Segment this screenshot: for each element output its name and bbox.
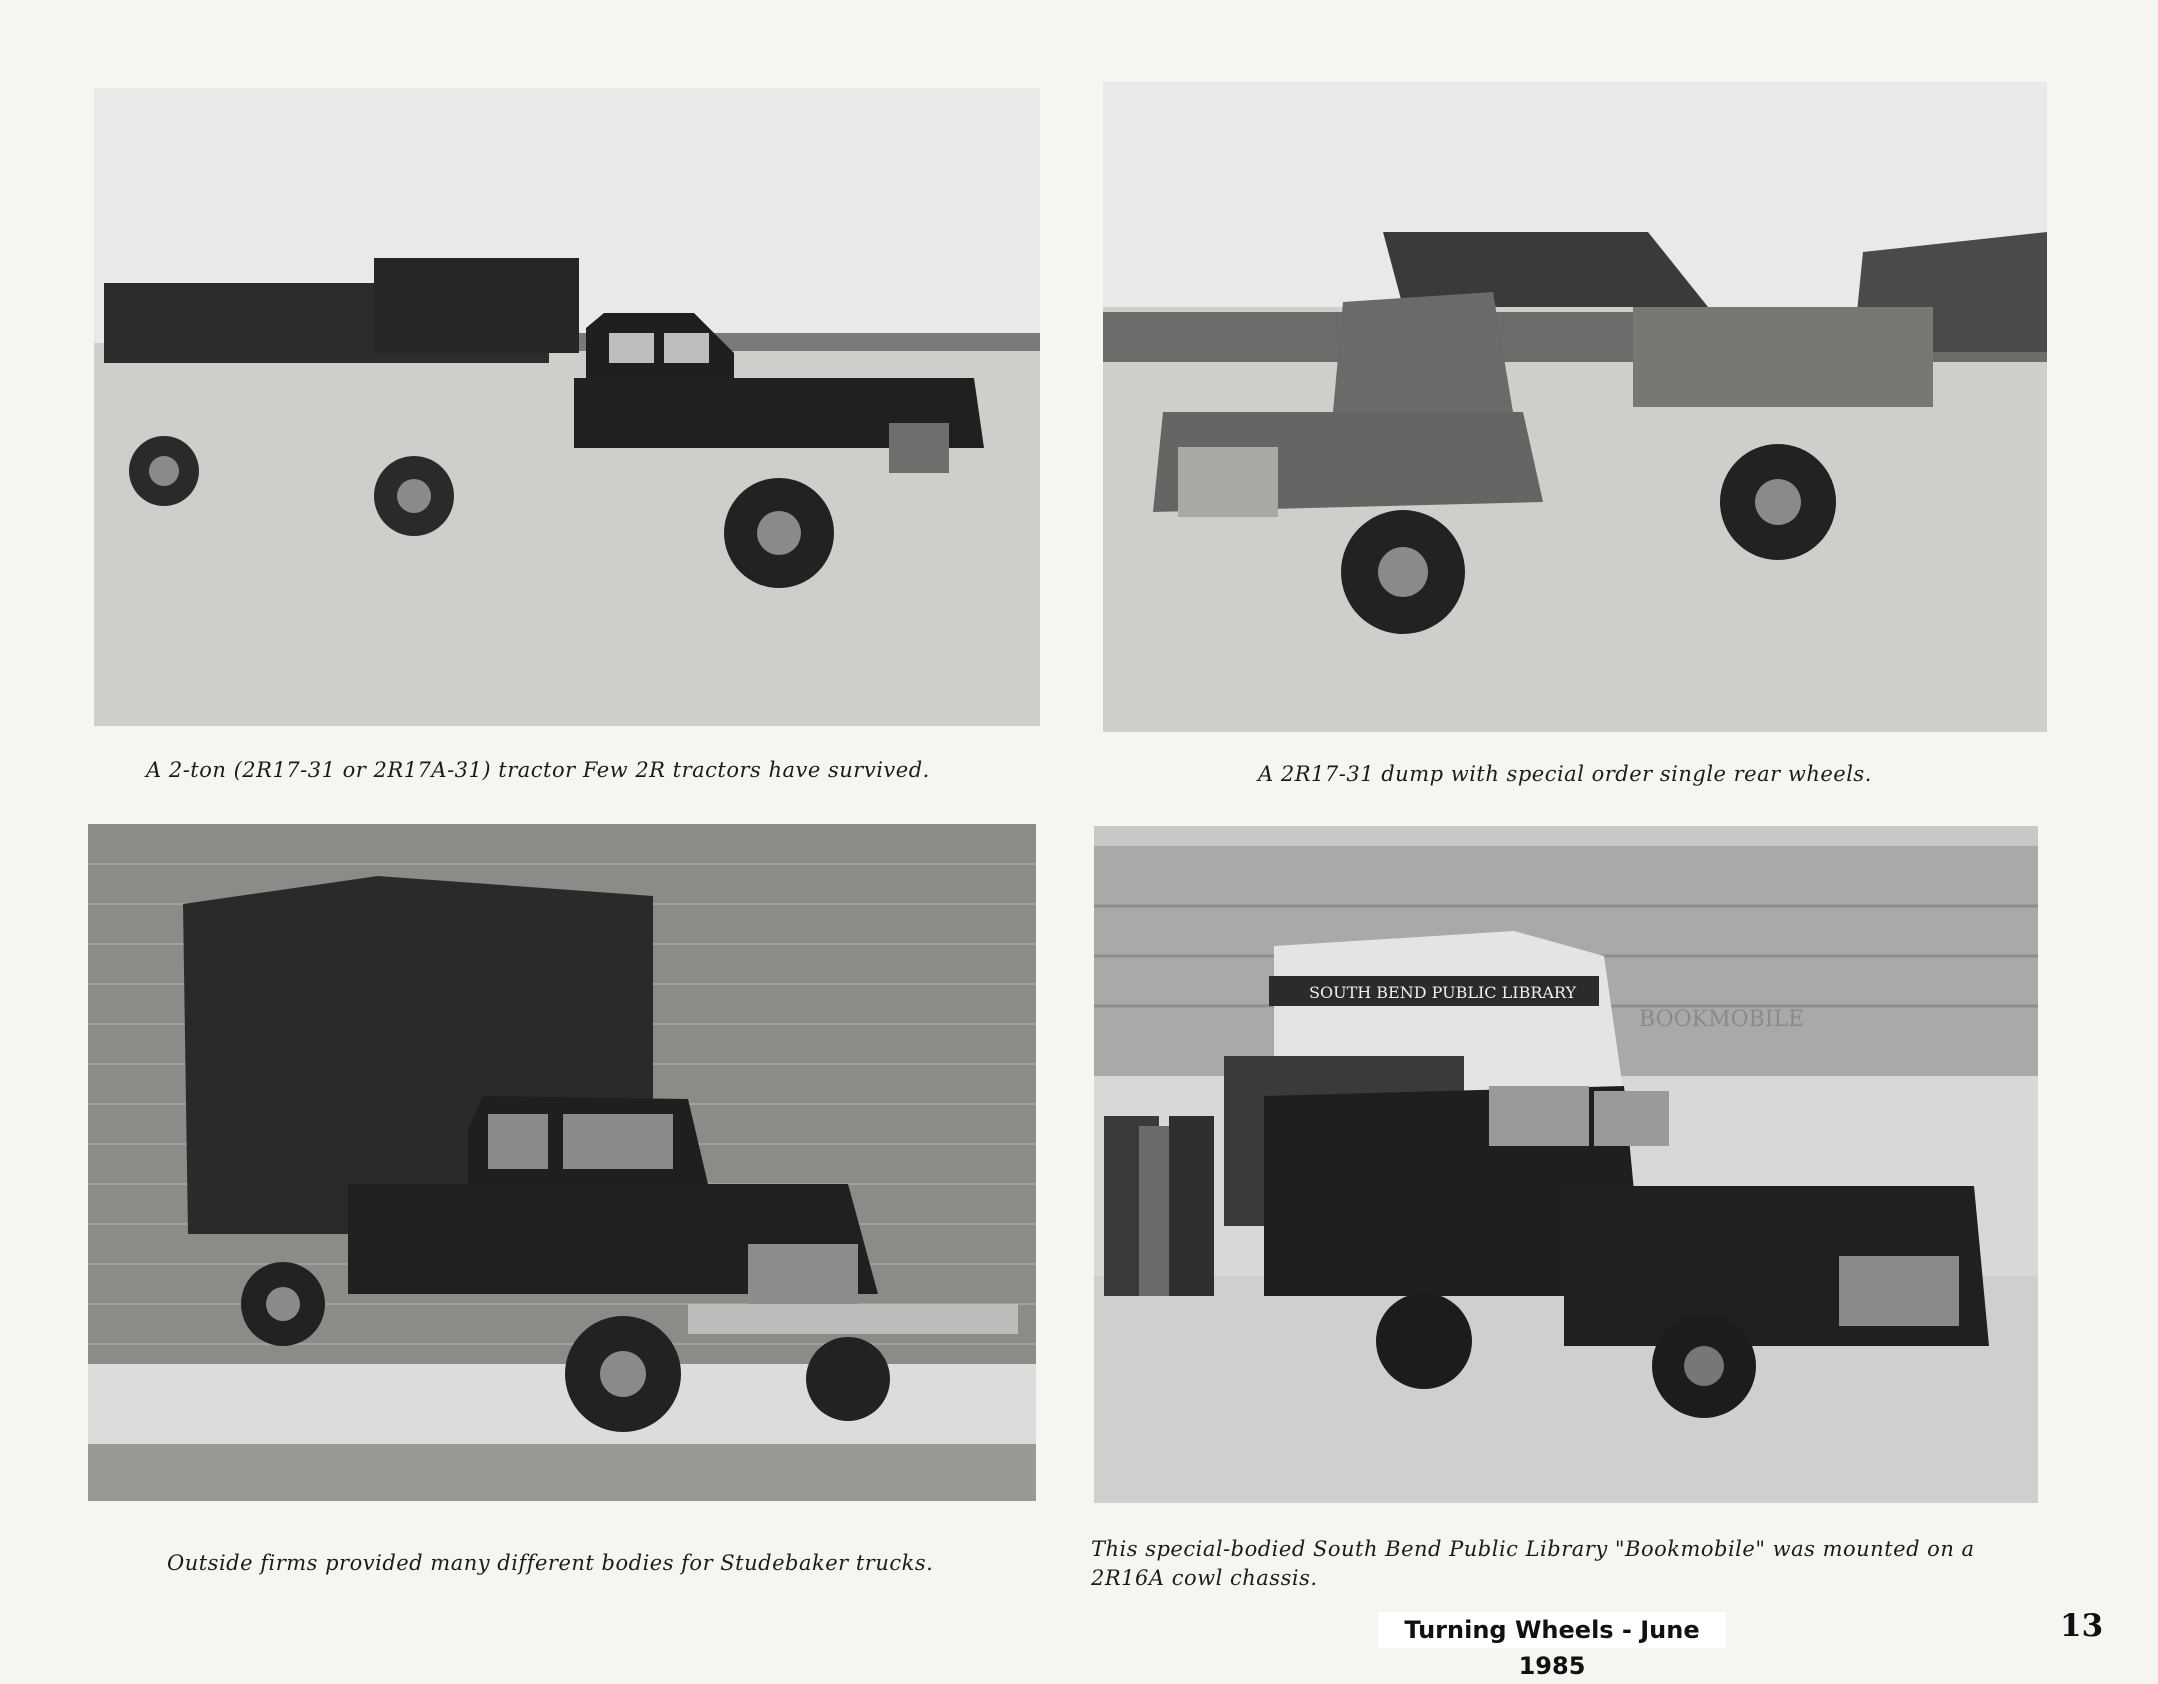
photo-tractor bbox=[94, 88, 1040, 726]
photo-bookmobile bbox=[1094, 826, 2038, 1503]
page-number: 13 bbox=[2060, 1608, 2104, 1644]
photo-dump-truck bbox=[1103, 82, 2047, 732]
box-truck-image bbox=[88, 824, 1036, 1501]
publication-title: Turning Wheels - June 1985 bbox=[1378, 1612, 1726, 1648]
caption-dump-truck: A 2R17-31 dump with special order single rear wheels. bbox=[1258, 762, 1872, 786]
bookmobile-sign-text: SOUTH BEND PUBLIC LIBRARY bbox=[1309, 983, 1577, 1002]
photo-box-truck bbox=[88, 824, 1036, 1501]
bookmobile-image bbox=[1094, 826, 2038, 1503]
tractor-truck-image bbox=[94, 88, 1040, 726]
caption-tractor: A 2-ton (2R17-31 or 2R17A-31) tractor Few 2R tractors have survived. bbox=[146, 758, 930, 782]
bookmobile-body-text: BOOKMOBILE bbox=[1639, 1007, 1805, 1032]
caption-box-truck: Outside firms provided many different bodies for Studebaker trucks. bbox=[167, 1551, 934, 1575]
caption-bookmobile: This special-bodied South Bend Public Library "Bookmobile" was mounted on a 2R16A cowl chassis. bbox=[1091, 1537, 1975, 1590]
dump-truck-image bbox=[1103, 82, 2047, 732]
